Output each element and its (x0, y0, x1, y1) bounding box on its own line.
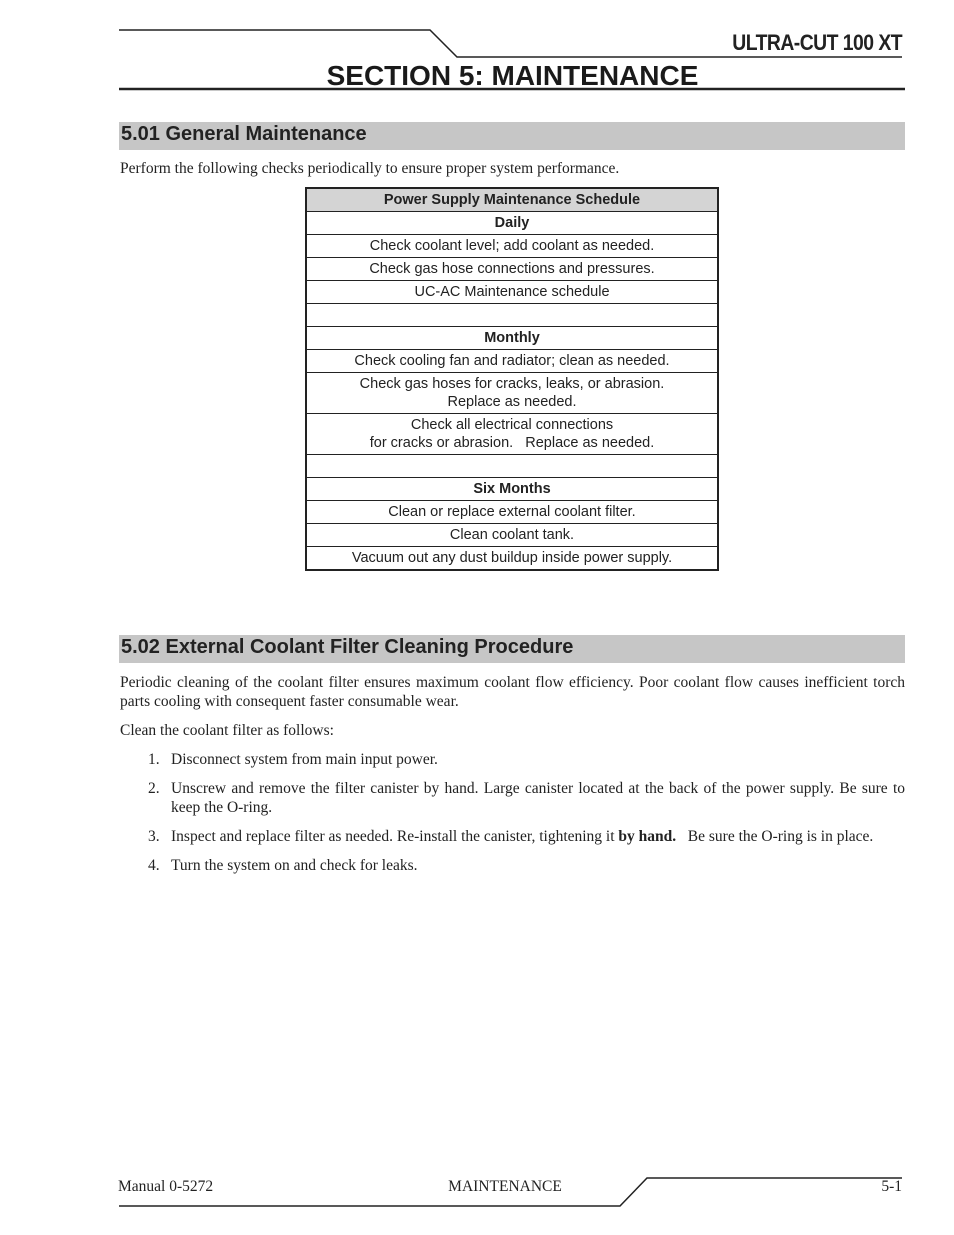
footer-page-number: 5-1 (881, 1178, 902, 1195)
section-501-heading (119, 122, 905, 150)
step-text: Turn the system on and check for leaks. (171, 857, 418, 874)
section-502-lead-in: Clean the coolant filter as follows: (120, 722, 334, 739)
list-item (120, 750, 905, 769)
section-502-paragraph: Periodic cleaning of the coolant filter ensures maximum coolant flow efficiency. Poor coolant flow causes inefficient torch parts cooling with consequent faster consumable wear. (120, 674, 905, 710)
step-number: 2. (148, 780, 160, 797)
list-item (120, 779, 905, 817)
step-number: 3. (148, 828, 160, 845)
table-row-line: Check gas hoses for cracks, leaks, or abrasion. (359, 376, 665, 392)
step-text: Disconnect system from main input power. (171, 751, 438, 768)
list-item (120, 856, 905, 875)
table-title: Power Supply Maintenance Schedule (306, 188, 718, 212)
maintenance-schedule-table (305, 187, 719, 571)
table-row (306, 373, 718, 414)
daily-label: Daily (306, 212, 718, 235)
step-text: Be sure the O-ring is in place. (676, 828, 874, 845)
section-501-heading-text: 5.01 General Maintenance (121, 123, 367, 145)
table-row: Check coolant level; add coolant as needed. (306, 235, 718, 258)
table-row: Clean coolant tank. (306, 524, 718, 547)
table-row: Check gas hose connections and pressures. (306, 258, 718, 281)
table-row: Clean or replace external coolant filter. (306, 501, 718, 524)
table-row: Vacuum out any dust buildup inside power supply. (306, 547, 718, 571)
table-row-line: for cracks or abrasion. Replace as needed. (369, 435, 655, 451)
table-spacer-row (306, 304, 718, 327)
footer-section-name: MAINTENANCE (448, 1178, 562, 1195)
table-row-line: Check all electrical connections (410, 417, 614, 433)
section-title: SECTION 5: MAINTENANCE (326, 60, 699, 91)
step-number: 1. (148, 751, 160, 768)
procedure-steps (120, 750, 905, 885)
section-502-heading (119, 635, 905, 663)
section-502-heading-text: 5.02 External Coolant Filter Cleaning Procedure (121, 636, 574, 658)
product-title: ULTRA-CUT 100 XT (732, 30, 902, 55)
step-number: 4. (148, 857, 160, 874)
section-501-intro: Perform the following checks periodically to ensure proper system performance. (120, 160, 620, 177)
step-text: Unscrew and remove the filter canister by hand. Large canister located at the back of the power supply. Be sure to keep the O-ring. (171, 780, 905, 816)
list-item (120, 827, 905, 846)
footer-manual-number: Manual 0-5272 (118, 1178, 214, 1195)
monthly-label: Monthly (306, 327, 718, 350)
table-row: UC-AC Maintenance schedule (306, 281, 718, 304)
table-spacer-row (306, 455, 718, 478)
table-row: Check cooling fan and radiator; clean as needed. (306, 350, 718, 373)
table-row-line: Replace as needed. (447, 394, 577, 410)
step-text-bold: by hand. (618, 828, 677, 845)
six-months-label: Six Months (306, 478, 718, 501)
table-row (306, 414, 718, 455)
step-text: Inspect and replace filter as needed. Re-install the canister, tightening it (171, 828, 619, 845)
